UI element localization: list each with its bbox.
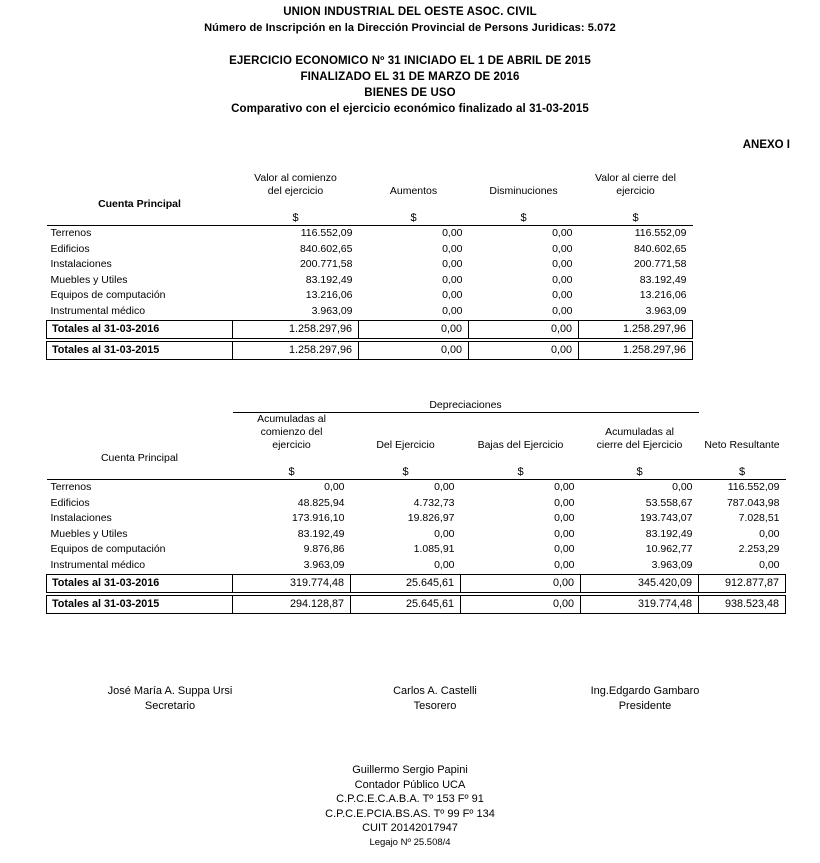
t1-col-decreases-line1: Disminuciones [489, 185, 558, 197]
accountant-registry-pba: C.P.C.E.PCIA.BS.AS. Tº 99 Fº 134 [325, 807, 495, 820]
t2-r2-net: 7.028,51 [738, 512, 780, 525]
t1-r2-opening: 200.771,58 [299, 258, 353, 271]
t2-col-period-line1: Del Ejercicio [376, 439, 435, 451]
t2-group-blank [47, 398, 233, 412]
t2-tot0-accum-close: 345.420,09 [581, 574, 699, 592]
signature-treasurer-role: Tesorero [413, 700, 457, 712]
t2-corner-cell [47, 413, 233, 453]
t2-r1-account: Edificios [50, 496, 90, 509]
t1-r5-increases: 0,00 [442, 304, 463, 317]
registration-number: Número de Inscripción en la Dirección Provincial de Persons Juridicas: 5.072 [204, 22, 616, 34]
t1-r1-decreases: 0,00 [552, 242, 573, 255]
t2-r5-net: 0,00 [759, 558, 780, 571]
depreciation-table [46, 398, 786, 614]
t2-r0-accum-close: 0,00 [672, 481, 693, 493]
t2-r2-disposals: 0,00 [554, 512, 575, 525]
t2-r4-disposals: 0,00 [554, 543, 575, 556]
document-header [0, 0, 820, 151]
t1-col-opening-line1: Valor al comienzo [254, 172, 337, 184]
t2-r0-disposals: 0,00 [554, 481, 575, 493]
t2-r0-account: Terrenos [50, 481, 92, 493]
t1-r5-closing: 3.963,09 [645, 304, 687, 317]
t1-tot0-closing: 1.258.297,96 [579, 320, 693, 338]
t1-r2-closing: 200.771,58 [633, 258, 687, 271]
comparative-note: Comparativo con el ejercicio económico finalizado al 31-03-2015 [231, 103, 589, 115]
table-row [47, 527, 786, 543]
signature-secretary-role: Secretario [144, 700, 196, 712]
t2-currency-blank [47, 465, 233, 479]
t2-column-header-row [47, 413, 786, 453]
t2-currency-disposals: $ [517, 466, 524, 478]
t1-account-label-row [47, 198, 693, 211]
accountant-cuit: CUIT 20142017947 [362, 822, 458, 834]
t2-col-disposals-line1: Bajas del Ejercicio [477, 439, 564, 451]
t1-blank-4 [579, 198, 693, 211]
t2-tot0-account: Totales al 31-03-2016 [47, 574, 233, 592]
t1-r2-decreases: 0,00 [552, 258, 573, 271]
t2-group-header-row [47, 398, 786, 412]
t1-corner-cell [47, 172, 233, 198]
t1-currency-decreases: $ [520, 212, 527, 224]
exercise-line-1: EJERCICIO ECONOMICO Nº 31 INICIADO EL 1 DE ABRIL DE 2015 [229, 55, 591, 67]
t1-r4-closing: 13.216,06 [639, 289, 687, 302]
t2-r1-accum-close: 53.558,67 [645, 496, 693, 509]
t2-r0-period: 0,00 [434, 481, 455, 493]
t1-r1-closing: 840.602,65 [633, 242, 687, 255]
totals-row [47, 595, 786, 613]
t2-r5-accum-open: 3.963,09 [303, 558, 345, 571]
t2-tot1-account: Totales al 31-03-2015 [47, 595, 233, 613]
table-row [47, 496, 786, 512]
t1-col-increases [359, 172, 469, 198]
t2-tot1-accum-close: 319.774,48 [581, 595, 699, 613]
t2-r3-disposals: 0,00 [554, 527, 575, 540]
t2-col-accum-closing-line1: Acumuladas al [605, 426, 674, 438]
t2-r4-account: Equipos de computación [50, 543, 166, 556]
totals-row [47, 574, 786, 592]
t1-r0-account: Terrenos [50, 227, 92, 239]
t1-r3-closing: 83.192,49 [639, 273, 687, 286]
t2-tot0-disposals: 0,00 [461, 574, 581, 592]
t2-col-accum-opening [233, 413, 351, 453]
t2-account-label-row [47, 452, 786, 465]
t1-tot1-account: Totales al 31-03-2015 [47, 341, 233, 359]
t2-col-accum-opening-line2: comienzo del [260, 426, 323, 438]
t1-blank-2 [359, 198, 469, 211]
t1-tot1-closing: 1.258.297,96 [579, 341, 693, 359]
header-spacer [0, 36, 820, 53]
t1-col-opening-value [233, 172, 359, 198]
t1-r5-decreases: 0,00 [552, 304, 573, 317]
table-row [47, 288, 693, 304]
t2-col-net-line1: Neto Resultante [704, 439, 780, 451]
depreciation-table-wrap [0, 398, 820, 614]
t2-blank-3 [461, 452, 581, 465]
statement-title: BIENES DE USO [364, 87, 456, 99]
t1-tot1-opening: 1.258.297,96 [233, 341, 359, 359]
t2-r5-accum-close: 3.963,09 [651, 558, 693, 571]
t1-r3-opening: 83.192,49 [305, 273, 353, 286]
t1-column-header-row [47, 172, 693, 198]
t2-r2-accum-close: 193.743,07 [639, 512, 693, 525]
t1-tot0-opening: 1.258.297,96 [233, 320, 359, 338]
t1-col-opening-line2: del ejercicio [267, 185, 324, 197]
t2-r2-account: Instalaciones [50, 512, 112, 525]
t1-col-closing-value [579, 172, 693, 198]
t2-col-net [699, 413, 786, 453]
t1-r1-increases: 0,00 [442, 242, 463, 255]
totals-row [47, 341, 693, 359]
table-row [47, 242, 693, 258]
t1-r3-account: Muebles y Utiles [50, 273, 128, 286]
t1-r0-closing: 116.552,09 [634, 227, 687, 239]
accountant-legajo: Legajo Nº 25.508/4 [369, 836, 451, 848]
t2-col-accum-opening-line1: Acumuladas al [257, 413, 326, 425]
t2-r4-accum-open: 9.876,86 [303, 543, 345, 556]
t1-r1-opening: 840.602,65 [299, 242, 353, 255]
t1-tot0-account: Totales al 31-03-2016 [47, 320, 233, 338]
t1-currency-closing: $ [632, 212, 639, 224]
t2-r3-account: Muebles y Utiles [50, 527, 128, 540]
table-row [47, 480, 786, 496]
t1-r0-decreases: 0,00 [552, 227, 573, 239]
t1-r4-account: Equipos de computación [50, 289, 166, 302]
t1-col-closing-line2: ejercicio [616, 185, 655, 197]
t2-r3-period: 0,00 [434, 527, 455, 540]
t1-col-closing-line1: Valor al cierre del [595, 172, 676, 184]
t2-tot0-period: 25.645,61 [351, 574, 461, 592]
t1-r0-increases: 0,00 [442, 227, 463, 239]
t2-blank-1 [233, 452, 351, 465]
table-row [47, 257, 693, 273]
t2-r2-accum-open: 173.916,10 [291, 512, 345, 525]
t2-account-col-label: Cuenta Principal [100, 452, 179, 464]
accountant-name: Guillermo Sergio Papini [352, 764, 468, 776]
assets-values-table-wrap [0, 172, 820, 360]
table-row [47, 558, 786, 574]
t2-r3-accum-open: 83.192,49 [297, 527, 345, 540]
t2-r5-account: Instrumental médico [50, 558, 146, 571]
t2-blank-2 [351, 452, 461, 465]
annex-label: ANEXO I [742, 139, 790, 151]
t2-r5-period: 0,00 [434, 558, 455, 571]
t1-r4-decreases: 0,00 [552, 289, 573, 302]
table-row [47, 273, 693, 289]
t2-tot0-accum-open: 319.774,48 [233, 574, 351, 592]
t1-blank-1 [233, 198, 359, 211]
signature-treasurer [340, 684, 530, 714]
t1-r2-increases: 0,00 [442, 258, 463, 271]
t1-tot1-decreases: 0,00 [469, 341, 579, 359]
table-row [47, 226, 693, 242]
t1-account-col-label: Cuenta Principal [98, 198, 181, 210]
t2-col-accum-closing [581, 413, 699, 453]
t1-r2-account: Instalaciones [50, 258, 112, 271]
signature-president [530, 684, 760, 714]
t2-r1-disposals: 0,00 [554, 496, 575, 509]
signature-block [0, 684, 820, 714]
t2-r0-accum-open: 0,00 [324, 481, 345, 493]
t2-r3-net: 0,00 [759, 527, 780, 540]
t1-r5-opening: 3.963,09 [311, 304, 353, 317]
organization-name: UNION INDUSTRIAL DEL OESTE ASOC. CIVIL [283, 6, 537, 18]
t2-col-accum-opening-line3: ejercicio [272, 439, 311, 451]
t2-tot0-net: 912.877,87 [699, 574, 786, 592]
t1-currency-increases: $ [410, 212, 417, 224]
signature-treasurer-name: Carlos A. Castelli [393, 685, 477, 697]
t2-r0-net: 116.552,09 [727, 481, 780, 493]
signature-secretary [0, 684, 340, 714]
t2-r4-accum-close: 10.962,77 [645, 543, 693, 556]
t1-r1-account: Edificios [50, 242, 90, 255]
t2-r1-accum-open: 48.825,94 [297, 496, 345, 509]
t1-r0-opening: 116.552,09 [300, 227, 353, 239]
t2-r2-period: 19.826,97 [407, 512, 455, 525]
t2-group-blank-right [699, 398, 786, 412]
t2-blank-5 [699, 452, 786, 465]
t1-currency-row [47, 211, 693, 225]
t2-r4-net: 2.253,29 [738, 543, 780, 556]
t2-blank-4 [581, 452, 699, 465]
t1-currency-opening: $ [292, 212, 299, 224]
t2-group-label: Depreciaciones [429, 399, 502, 411]
t1-currency-blank [47, 211, 233, 225]
t2-col-disposals [461, 413, 581, 453]
t1-tot1-increases: 0,00 [359, 341, 469, 359]
t2-r5-disposals: 0,00 [554, 558, 575, 571]
t2-col-accum-closing-line2: cierre del Ejercicio [596, 439, 683, 451]
t2-tot1-accum-open: 294.128,87 [233, 595, 351, 613]
t1-col-increases-line1: Aumentos [389, 185, 438, 197]
t2-r1-period: 4.732,73 [413, 496, 455, 509]
signature-secretary-name: José María A. Suppa Ursi [107, 685, 233, 697]
t2-currency-row [47, 465, 786, 479]
totals-row [47, 320, 693, 338]
t1-r3-increases: 0,00 [442, 273, 463, 286]
signature-president-name: Ing.Edgardo Gambaro [590, 685, 700, 697]
t2-currency-accum-opening: $ [288, 466, 295, 478]
t1-r4-opening: 13.216,06 [305, 289, 353, 302]
t1-r5-account: Instrumental médico [50, 304, 146, 317]
t2-col-period [351, 413, 461, 453]
t2-tot1-net: 938.523,48 [699, 595, 786, 613]
accountant-block [0, 763, 820, 850]
t1-tot0-decreases: 0,00 [469, 320, 579, 338]
t2-r3-accum-close: 83.192,49 [645, 527, 693, 540]
t1-col-decreases [469, 172, 579, 198]
table-row [47, 542, 786, 558]
t1-tot0-increases: 0,00 [359, 320, 469, 338]
t2-tot1-disposals: 0,00 [461, 595, 581, 613]
signature-president-role: Presidente [618, 700, 672, 712]
table-row [47, 304, 693, 320]
accountant-title: Contador Público UCA [354, 778, 466, 791]
t1-blank-3 [469, 198, 579, 211]
t2-tot1-period: 25.645,61 [351, 595, 461, 613]
t1-r3-decreases: 0,00 [552, 273, 573, 286]
accountant-registry-caba: C.P.C.E.C.A.B.A. Tº 153 Fº 91 [336, 793, 484, 805]
t1-r4-increases: 0,00 [442, 289, 463, 302]
exercise-line-2: FINALIZADO EL 31 DE MARZO DE 2016 [300, 71, 520, 83]
assets-values-table [46, 172, 693, 360]
table-row [47, 511, 786, 527]
t2-currency-accum-closing: $ [636, 466, 643, 478]
t2-r4-period: 1.085,91 [413, 543, 455, 556]
t2-r1-net: 787.043,98 [726, 496, 780, 509]
t2-currency-period: $ [402, 466, 409, 478]
t2-currency-net: $ [738, 466, 746, 478]
